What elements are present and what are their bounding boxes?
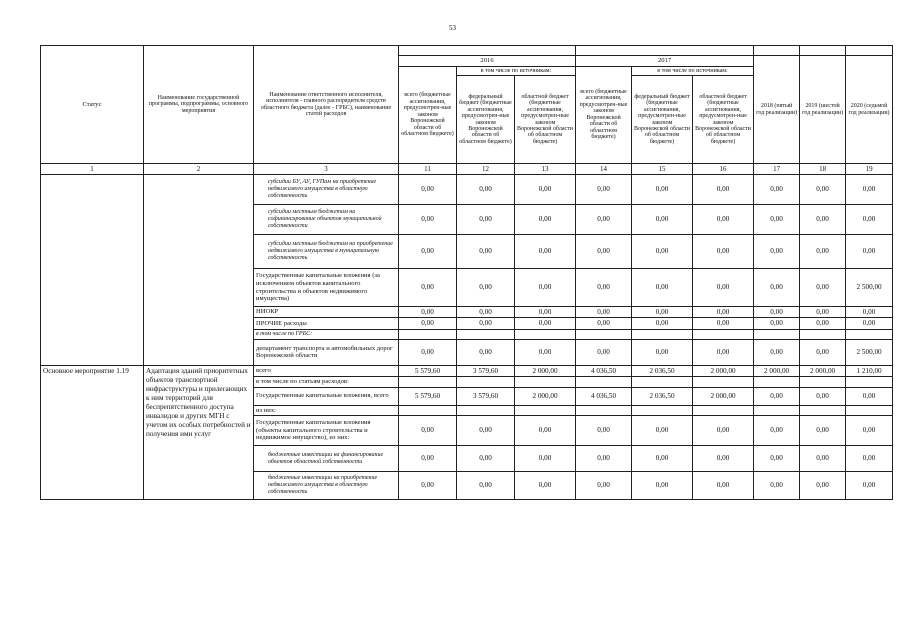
amount-cell: 0,00 xyxy=(632,235,693,269)
header-total-2016: всего (бюджетные ассигнования, предусмотрен-ные законом Воронежской области об областном бюджете) xyxy=(399,66,457,163)
amount-cell: 0,00 xyxy=(457,339,515,365)
expense-item-label: департамент транспорта и автомобильных дорог Воронежской области xyxy=(254,339,399,365)
column-number: 1 xyxy=(41,164,144,175)
column-number: 11 xyxy=(399,164,457,175)
amount-cell: 0,00 xyxy=(754,269,800,307)
amount-cell: 0,00 xyxy=(399,318,457,329)
amount-cell: 0,00 xyxy=(515,472,576,500)
expense-item-label: в том числе по ГРБС: xyxy=(254,329,399,339)
amount-cell: 0,00 xyxy=(846,175,893,205)
amount-cell: 0,00 xyxy=(693,472,754,500)
expense-item-label: из них: xyxy=(254,405,399,416)
amount-cell: 0,00 xyxy=(693,416,754,446)
header-blank-2016 xyxy=(399,46,576,56)
amount-cell xyxy=(754,405,800,416)
amount-cell: 0,00 xyxy=(754,318,800,329)
amount-cell: 0,00 xyxy=(515,175,576,205)
amount-cell xyxy=(846,329,893,339)
amount-cell: 0,00 xyxy=(693,318,754,329)
amount-cell: 0,00 xyxy=(457,416,515,446)
header-2018: 2018 (пятый год реализации) xyxy=(754,56,800,164)
amount-cell: 0,00 xyxy=(846,205,893,235)
amount-cell xyxy=(515,376,576,387)
amount-cell: 0,00 xyxy=(457,235,515,269)
amount-cell: 0,00 xyxy=(754,472,800,500)
amount-cell: 2 036,50 xyxy=(632,387,693,405)
amount-cell: 0,00 xyxy=(800,339,846,365)
column-number: 19 xyxy=(846,164,893,175)
column-number: 13 xyxy=(515,164,576,175)
amount-cell xyxy=(754,376,800,387)
activity-status: Основное мероприятие 1.19 xyxy=(41,365,144,499)
amount-cell xyxy=(399,329,457,339)
header-regional-2016: областной бюджет (бюджетные ассигнования, предусмотрен-ные законом Воронежской области об областном бюджете) xyxy=(515,76,576,164)
amount-cell: 0,00 xyxy=(693,446,754,472)
amount-cell xyxy=(399,376,457,387)
amount-cell: 0,00 xyxy=(693,307,754,318)
amount-cell: 0,00 xyxy=(754,205,800,235)
amount-cell: 0,00 xyxy=(693,175,754,205)
amount-cell xyxy=(457,405,515,416)
amount-cell: 0,00 xyxy=(693,339,754,365)
amount-cell xyxy=(800,376,846,387)
expense-item-label: НИОКР xyxy=(254,307,399,318)
amount-cell: 0,00 xyxy=(399,235,457,269)
column-number: 17 xyxy=(754,164,800,175)
header-blank-2020 xyxy=(846,46,893,56)
amount-cell xyxy=(800,329,846,339)
amount-cell: 4 036,50 xyxy=(576,387,632,405)
amount-cell: 0,00 xyxy=(515,235,576,269)
expense-item-label: бюджетные инвестиции на финансирование объектов областной собственности xyxy=(254,446,399,472)
amount-cell: 1 210,00 xyxy=(846,365,893,376)
page-number: 53 xyxy=(449,24,456,32)
amount-cell: 2 000,00 xyxy=(754,365,800,376)
expense-item-label: субсидии БУ, АУ, ГУПам на приобретение недвижимого имущества в областную собственность xyxy=(254,175,399,205)
amount-cell: 0,00 xyxy=(457,269,515,307)
header-blank-2019 xyxy=(800,46,846,56)
expense-item-label: ПРОЧИЕ расходы xyxy=(254,318,399,329)
amount-cell xyxy=(632,329,693,339)
amount-cell: 0,00 xyxy=(576,416,632,446)
amount-cell: 2 000,00 xyxy=(800,365,846,376)
header-2020: 2020 (седьмой год реализации) xyxy=(846,56,893,164)
amount-cell: 0,00 xyxy=(632,269,693,307)
status-cell-empty xyxy=(41,175,144,366)
amount-cell: 0,00 xyxy=(754,416,800,446)
amount-cell: 4 036,50 xyxy=(576,365,632,376)
expense-item-label: в том числе по статьям расходов: xyxy=(254,376,399,387)
amount-cell: 0,00 xyxy=(632,339,693,365)
amount-cell: 0,00 xyxy=(632,318,693,329)
column-number: 16 xyxy=(693,164,754,175)
amount-cell: 0,00 xyxy=(399,307,457,318)
header-year-2017: 2017 xyxy=(576,56,754,67)
amount-cell: 0,00 xyxy=(399,446,457,472)
amount-cell: 0,00 xyxy=(754,446,800,472)
header-sources-2017: в том числе по источникам: xyxy=(632,66,754,75)
column-numbers-row xyxy=(41,164,893,175)
amount-cell xyxy=(754,329,800,339)
amount-cell: 2 000,00 xyxy=(693,365,754,376)
amount-cell: 0,00 xyxy=(457,175,515,205)
amount-cell xyxy=(399,405,457,416)
expense-item-label: Государственные капитальные вложения (объекты капитального строительства и недвижимое имущество), из них: xyxy=(254,416,399,446)
amount-cell: 0,00 xyxy=(399,416,457,446)
column-number: 12 xyxy=(457,164,515,175)
expense-item-label: всего xyxy=(254,365,399,376)
expense-item-label: субсидии местным бюджетам на приобретение недвижимого имущества в муниципальную собственность xyxy=(254,235,399,269)
amount-cell: 0,00 xyxy=(800,387,846,405)
amount-cell: 0,00 xyxy=(800,472,846,500)
amount-cell: 0,00 xyxy=(576,269,632,307)
amount-cell: 0,00 xyxy=(399,175,457,205)
amount-cell: 0,00 xyxy=(457,307,515,318)
amount-cell: 0,00 xyxy=(457,472,515,500)
amount-cell: 0,00 xyxy=(754,387,800,405)
amount-cell: 0,00 xyxy=(576,318,632,329)
amount-cell xyxy=(632,376,693,387)
amount-cell: 0,00 xyxy=(800,205,846,235)
amount-cell xyxy=(576,405,632,416)
amount-cell: 0,00 xyxy=(693,269,754,307)
amount-cell: 2 000,00 xyxy=(693,387,754,405)
amount-cell: 0,00 xyxy=(693,205,754,235)
amount-cell: 5 579,60 xyxy=(399,365,457,376)
amount-cell: 2 500,00 xyxy=(846,339,893,365)
amount-cell: 0,00 xyxy=(457,205,515,235)
amount-cell: 0,00 xyxy=(754,175,800,205)
header-blank-2018 xyxy=(754,46,800,56)
header-blank-row xyxy=(41,46,893,56)
amount-cell xyxy=(457,329,515,339)
amount-cell: 0,00 xyxy=(399,205,457,235)
amount-cell: 0,00 xyxy=(576,235,632,269)
amount-cell xyxy=(632,405,693,416)
amount-cell: 0,00 xyxy=(515,269,576,307)
table-row xyxy=(41,175,893,205)
amount-cell: 0,00 xyxy=(846,446,893,472)
amount-cell: 0,00 xyxy=(693,235,754,269)
header-sources-2016: в том числе по источникам: xyxy=(457,66,576,75)
amount-cell: 0,00 xyxy=(576,175,632,205)
amount-cell xyxy=(576,376,632,387)
amount-cell: 0,00 xyxy=(515,446,576,472)
amount-cell: 0,00 xyxy=(515,318,576,329)
amount-cell: 2 000,00 xyxy=(515,365,576,376)
amount-cell: 0,00 xyxy=(754,307,800,318)
amount-cell xyxy=(457,376,515,387)
activity-name: Адаптация зданий приоритетных объектов транспортной инфраструктуры и прилегающих к ним территорий для беспрепятственного доступа инвалидов и других МГН с учетом их особых потребностей и получения ими услуг xyxy=(144,365,254,499)
amount-cell xyxy=(693,376,754,387)
header-status: Статус xyxy=(41,46,144,164)
amount-cell: 0,00 xyxy=(846,318,893,329)
amount-cell xyxy=(846,405,893,416)
amount-cell: 2 036,50 xyxy=(632,365,693,376)
amount-cell: 0,00 xyxy=(576,205,632,235)
amount-cell xyxy=(846,376,893,387)
amount-cell: 2 000,00 xyxy=(515,387,576,405)
amount-cell: 0,00 xyxy=(399,339,457,365)
amount-cell: 0,00 xyxy=(800,446,846,472)
amount-cell: 0,00 xyxy=(754,339,800,365)
header-executor: Наименование ответственного исполнителя, исполнителя - главного распорядителя средств областного бюджета (далее - ГРБС), наименование статей расходов xyxy=(254,46,399,164)
amount-cell: 0,00 xyxy=(576,472,632,500)
amount-cell: 0,00 xyxy=(515,307,576,318)
header-year-2016: 2016 xyxy=(399,56,576,67)
column-number: 14 xyxy=(576,164,632,175)
amount-cell: 0,00 xyxy=(515,205,576,235)
amount-cell: 0,00 xyxy=(800,269,846,307)
amount-cell xyxy=(515,329,576,339)
amount-cell xyxy=(515,405,576,416)
amount-cell: 2 500,00 xyxy=(846,269,893,307)
header-program-name: Наименование государственной программы, подпрограммы, основного мероприятия xyxy=(144,46,254,164)
amount-cell: 0,00 xyxy=(632,472,693,500)
header-federal-2016: федеральный бюджет (бюджетные ассигнования, предусмотрен-ные законом Воронежской области об областном бюджете) xyxy=(457,76,515,164)
header-federal-2017: федеральный бюджет (бюджетные ассигнования, предусмотрен-ные законом Воронежской области об областном бюджете) xyxy=(632,76,693,164)
amount-cell: 0,00 xyxy=(754,235,800,269)
header-total-2017: всего (бюджетные ассигнования, предусмотрен-ные законом Воронежской области об областном бюджете) xyxy=(576,66,632,163)
column-number: 2 xyxy=(144,164,254,175)
header-blank-2017 xyxy=(576,46,754,56)
header-2019: 2019 (шестой год реализации) xyxy=(800,56,846,164)
amount-cell xyxy=(693,329,754,339)
amount-cell: 0,00 xyxy=(457,318,515,329)
amount-cell: 0,00 xyxy=(632,205,693,235)
amount-cell xyxy=(693,405,754,416)
column-number: 3 xyxy=(254,164,399,175)
amount-cell: 0,00 xyxy=(846,416,893,446)
amount-cell xyxy=(576,329,632,339)
column-number: 18 xyxy=(800,164,846,175)
amount-cell: 0,00 xyxy=(846,307,893,318)
amount-cell: 0,00 xyxy=(800,307,846,318)
amount-cell: 0,00 xyxy=(515,416,576,446)
amount-cell: 0,00 xyxy=(800,318,846,329)
expense-item-label: бюджетные инвестиции на приобретение недвижимого имущества в областную собственность xyxy=(254,472,399,500)
expense-item-label: Государственные капитальные вложения (за исключением объектов капитального строительства и объектов недвижимого имущества) xyxy=(254,269,399,307)
amount-cell: 0,00 xyxy=(632,175,693,205)
expense-item-label: субсидии местным бюджетам на софинансирование объектов муниципальной собственности xyxy=(254,205,399,235)
amount-cell xyxy=(800,405,846,416)
budget-table xyxy=(40,45,893,500)
program-cell-empty xyxy=(144,175,254,366)
amount-cell: 0,00 xyxy=(576,339,632,365)
amount-cell: 0,00 xyxy=(846,235,893,269)
header-regional-2017: областной бюджет (бюджетные ассигнования, предусмотрен-ные законом Воронежской области об областном бюджете) xyxy=(693,76,754,164)
amount-cell: 0,00 xyxy=(846,387,893,405)
amount-cell: 0,00 xyxy=(632,446,693,472)
amount-cell: 0,00 xyxy=(457,446,515,472)
amount-cell: 0,00 xyxy=(399,269,457,307)
amount-cell: 0,00 xyxy=(800,235,846,269)
amount-cell: 0,00 xyxy=(576,446,632,472)
amount-cell: 5 579,60 xyxy=(399,387,457,405)
amount-cell: 0,00 xyxy=(399,472,457,500)
amount-cell: 0,00 xyxy=(846,472,893,500)
amount-cell: 0,00 xyxy=(515,339,576,365)
amount-cell: 0,00 xyxy=(632,416,693,446)
amount-cell: 0,00 xyxy=(632,307,693,318)
amount-cell: 3 579,60 xyxy=(457,387,515,405)
amount-cell: 3 579,60 xyxy=(457,365,515,376)
column-number: 15 xyxy=(632,164,693,175)
expense-item-label: Государственные капитальные вложения, всего xyxy=(254,387,399,405)
amount-cell: 0,00 xyxy=(800,175,846,205)
amount-cell: 0,00 xyxy=(576,307,632,318)
table-row xyxy=(41,365,893,376)
amount-cell: 0,00 xyxy=(800,416,846,446)
